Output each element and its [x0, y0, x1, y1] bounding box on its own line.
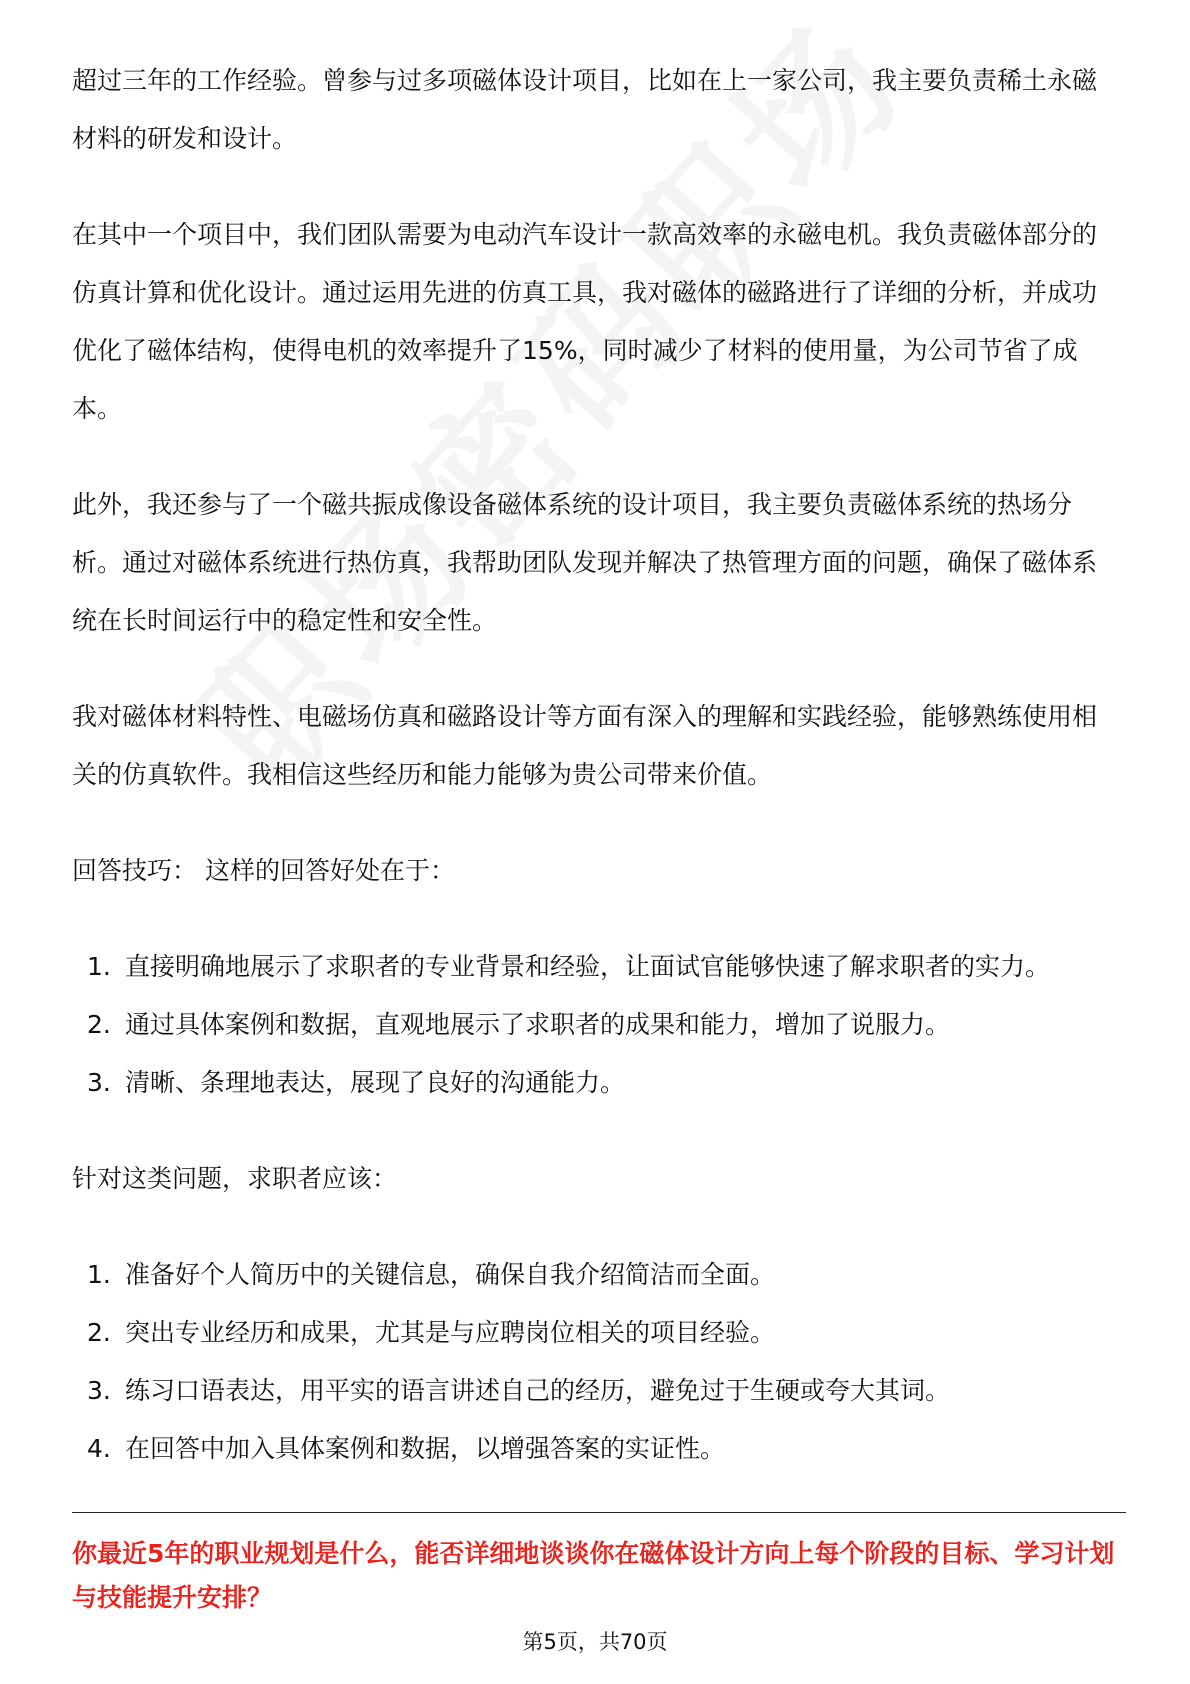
list-item [72, 1420, 1112, 1478]
list-text: 直接明确地展示了求职者的专业背景和经验，让面试官能够快速了解求职者的实力。 [125, 952, 1051, 981]
next-question-heading: 你最近5年的职业规划是什么，能否详细地谈谈你在磁体设计方向上每个阶段的目标、学习计划与技能提升安排？ [72, 1539, 1115, 1612]
list-number: 2. [87, 1318, 111, 1347]
list-text: 通过具体案例和数据，直观地展示了求职者的成果和能力，增加了说服力。 [125, 1010, 951, 1039]
list-item [72, 1304, 1112, 1362]
page-footer: 第5页，共70页 [522, 1630, 668, 1654]
page-content [72, 52, 1112, 1516]
tips-list [72, 938, 1112, 1112]
paragraph-mri-project: 此外，我还参与了一个磁共振成像设备磁体系统的设计项目，我主要负责磁体系统的热场分析。通过对磁体系统进行热仿真，我帮助团队发现并解决了热管理方面的问题，确保了磁体系统在长时间运行中的稳定性和安全性。 [72, 490, 1098, 635]
list-text: 在回答中加入具体案例和数据，以增强答案的实证性。 [125, 1434, 726, 1463]
list-text: 清晰、条理地表达，展现了良好的沟通能力。 [125, 1068, 626, 1097]
advice-list [72, 1246, 1112, 1478]
list-text: 突出专业经历和成果，尤其是与应聘岗位相关的项目经验。 [125, 1318, 776, 1347]
list-text: 准备好个人简历中的关键信息，确保自我介绍简洁而全面。 [125, 1260, 776, 1289]
paragraph-summary: 我对磁体材料特性、电磁场仿真和磁路设计等方面有深入的理解和实践经验，能够熟练使用相关的仿真软件。我相信这些经历和能力能够为贵公司带来价值。 [72, 702, 1098, 789]
section-divider [72, 1512, 1126, 1513]
paragraph-experience: 超过三年的工作经验。曾参与过多项磁体设计项目，比如在上一家公司，我主要负责稀土永磁材料的研发和设计。 [72, 66, 1098, 153]
advice-heading: 针对这类问题，求职者应该： [72, 1164, 398, 1193]
list-number: 4. [87, 1434, 111, 1463]
paragraph-ev-motor-project: 在其中一个项目中，我们团队需要为电动汽车设计一款高效率的永磁电机。我负责磁体部分的仿真计算和优化设计。通过运用先进的仿真工具，我对磁体的磁路进行了详细的分析，并成功优化了磁体结构，使得电机的效率提升了15%，同时减少了材料的使用量，为公司节省了成本。 [72, 220, 1098, 423]
list-number: 2. [87, 1010, 111, 1039]
list-number: 1. [87, 952, 111, 981]
list-number: 3. [87, 1068, 111, 1097]
list-item [72, 996, 1112, 1054]
list-item [72, 1246, 1112, 1304]
list-text: 练习口语表达，用平实的语言讲述自己的经历，避免过于生硬或夸大其词。 [125, 1376, 951, 1405]
list-number: 3. [87, 1376, 111, 1405]
list-item [72, 1362, 1112, 1420]
list-item [72, 1054, 1112, 1112]
tips-heading: 回答技巧： 这样的回答好处在于： [72, 856, 455, 885]
list-item [72, 938, 1112, 996]
list-number: 1. [87, 1260, 111, 1289]
